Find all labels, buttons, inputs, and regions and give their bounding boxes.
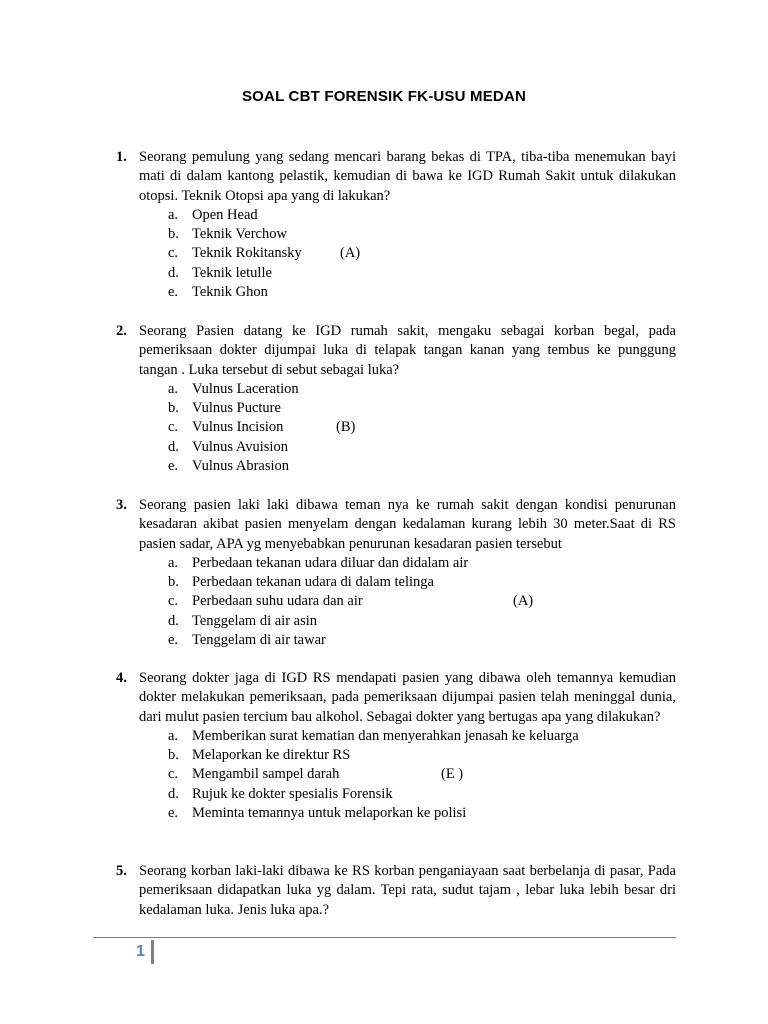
question-text: Seorang dokter jaga di IGD RS mendapati pasien yang dibawa oleh temannya kemudian dokter melakukan pemeriksaan, pada pemeriksaan dijumpai pasien telah meninggal dunia, dari mulut pasien tercium bau alkohol. Sebagai dokter yang bertugas apa yang dilakukan? (139, 670, 676, 725)
question-number: 3. (116, 497, 127, 513)
answer-key: (E ) (441, 766, 464, 783)
option-b: b. Vulnus Pucture (168, 400, 281, 417)
question-number: 1. (116, 149, 127, 165)
option-b: b. Melaporkan ke direktur RS (168, 747, 351, 764)
options-list (168, 727, 676, 823)
options-list (168, 206, 676, 302)
question-number: 2. (116, 323, 127, 339)
option-a: a. Memberikan surat kematian dan menyerahkan jenasah ke keluarga (168, 727, 579, 744)
page-number-divider (151, 940, 154, 964)
option-d: d. Tenggelam di air asin (168, 612, 318, 629)
question-number: 4. (116, 670, 127, 686)
question-text: Seorang korban laki-laki dibawa ke RS korban penganiayaan saat berbelanja di pasar, Pada pemeriksaan didapatkan luka yg dalam. Tepi rata, sudut tajam , lebar luka lebih besar dri kedalaman luka. Jenis luka apa.? (139, 863, 676, 918)
option-c: c. Perbedaan suhu udara dan air (A) (168, 592, 676, 611)
option-e: e. Tenggelam di air tawar (168, 632, 326, 649)
question-1 (116, 148, 676, 302)
answer-key: (A) (513, 593, 534, 610)
question-text: Seorang pemulung yang sedang mencari barang bekas di TPA, tiba-tiba menemukan bayi mati di dalam kantong pelastik, kemudian di bawa ke IGD Rumah Sakit untuk dilakukan otopsi. Teknik Otopsi apa yang di lakukan? (139, 149, 676, 204)
option-e: e. Meminta temannya untuk melaporkan ke polisi (168, 805, 467, 822)
page-number: 1 (136, 943, 145, 960)
question-2 (116, 322, 676, 476)
answer-key: (A) (340, 245, 361, 262)
option-d: d. Rujuk ke dokter spesialis Forensik (168, 785, 393, 802)
option-a: a. Perbedaan tekanan udara diluar dan didalam air (168, 554, 469, 571)
option-e: e. Teknik Ghon (168, 284, 268, 301)
option-b: b. Teknik Verchow (168, 226, 287, 243)
option-b: b. Perbedaan tekanan udara di dalam telinga (168, 574, 434, 591)
option-a: a. Vulnus Laceration (168, 380, 299, 397)
question-text: Seorang pasien laki laki dibawa teman nya ke rumah sakit dengan kondisi penurunan kesadaran akibat pasien menyelam dengan kedalaman kurang lebih 30 meter.Saat di RS pasien sadar, APA yg menyebabkan penurunan kesadaran pasien tersebut (139, 497, 676, 552)
document-title: SOAL CBT FORENSIK FK-USU MEDAN (241, 88, 527, 105)
question-4 (116, 669, 676, 823)
question-number: 5. (116, 863, 127, 879)
option-e: e. Vulnus Abrasion (168, 458, 290, 475)
option-c: c. Vulnus Incision (B) (168, 418, 676, 437)
footer-divider (93, 937, 676, 938)
question-text: Seorang Pasien datang ke IGD rumah sakit, mengaku sebagai korban begal, pada pemeriksaan dokter dijumpai luka di telapak tangan kanan yang tembus ke punggung tangan . Luka tersebut di sebut sebagai luka? (139, 323, 676, 378)
option-a: a. Open Head (168, 206, 258, 223)
answer-key: (B) (336, 419, 356, 436)
options-list (168, 380, 676, 476)
options-list (168, 554, 676, 650)
option-d: d. Teknik letulle (168, 264, 272, 281)
question-5 (116, 862, 676, 920)
option-c: c. Teknik Rokitansky (A) (168, 244, 676, 263)
question-3 (116, 496, 676, 650)
option-c: c. Mengambil sampel darah (E ) (168, 765, 676, 784)
option-d: d. Vulnus Avuision (168, 438, 288, 455)
